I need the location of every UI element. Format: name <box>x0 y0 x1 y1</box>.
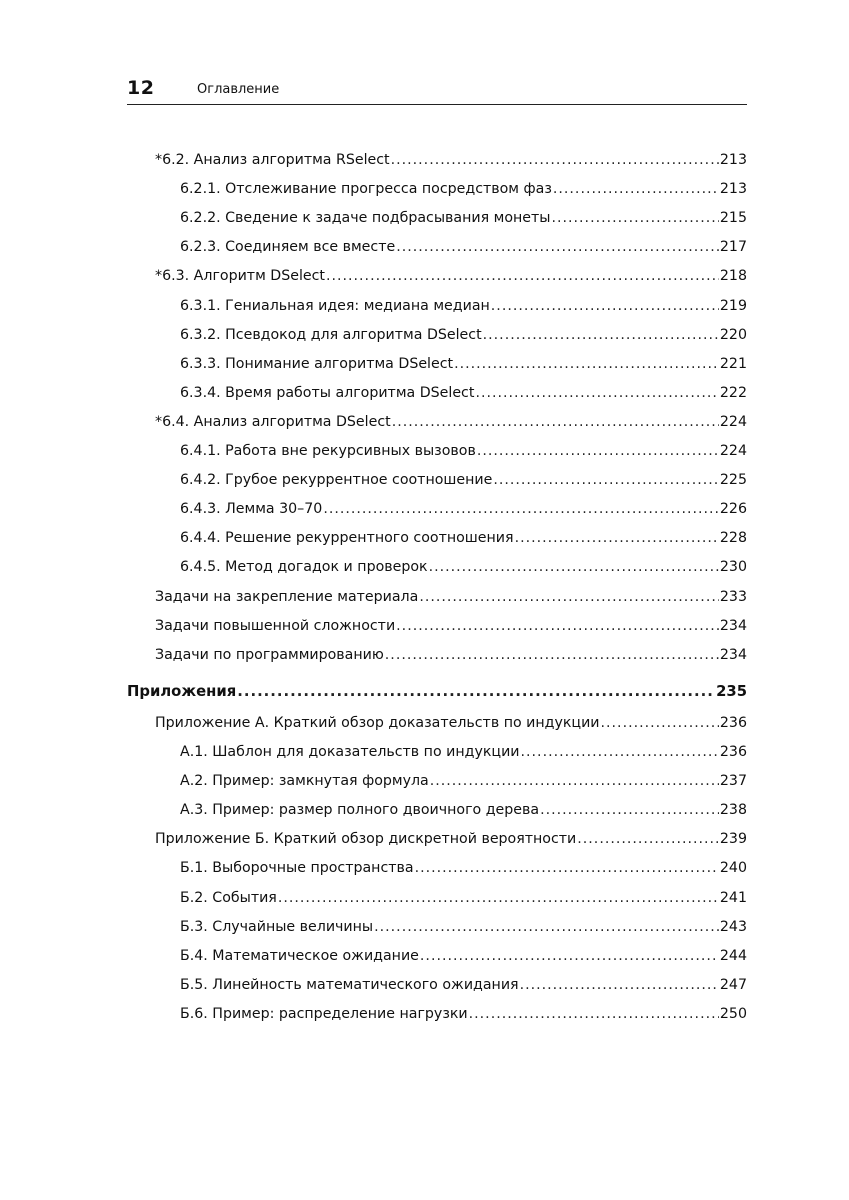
toc-entry-page: 247 <box>719 977 747 993</box>
toc-entry <box>180 1003 747 1025</box>
toc-entry-page: 217 <box>719 239 747 255</box>
toc-entry <box>180 469 747 491</box>
dot-leader <box>483 324 719 346</box>
toc-entry <box>180 324 747 346</box>
toc-entry <box>155 149 747 171</box>
toc-entry <box>155 615 747 637</box>
dot-leader <box>491 295 719 317</box>
toc-entry-title: 6.3.4. Время работы алгоритма DSelect <box>180 385 475 401</box>
toc-entry-page: 235 <box>716 683 747 700</box>
toc-entry <box>180 799 747 821</box>
toc-entry <box>180 207 747 229</box>
toc-entry <box>155 586 747 608</box>
toc-entry-page: 244 <box>719 948 747 964</box>
toc-entry-title: *6.3. Алгоритм DSelect <box>155 268 325 284</box>
dot-leader <box>415 857 719 879</box>
toc-entry-page: 240 <box>719 860 747 876</box>
dot-leader <box>553 178 719 200</box>
dot-leader <box>391 149 719 171</box>
dot-leader <box>278 887 719 909</box>
dot-leader <box>326 265 719 287</box>
toc-entry <box>180 178 747 200</box>
toc-entry <box>180 556 747 578</box>
running-header <box>127 76 747 105</box>
toc-entry-page: 238 <box>719 802 747 818</box>
toc-entry <box>155 644 747 666</box>
toc-entry-page: 220 <box>719 327 747 343</box>
toc-entry-page: 222 <box>719 385 747 401</box>
dot-leader <box>515 527 719 549</box>
toc-entry <box>180 527 747 549</box>
toc-entry-title: 6.3.2. Псевдокод для алгоритма DSelect <box>180 327 482 343</box>
toc-entry-page: 226 <box>719 501 747 517</box>
toc-entry-page: 241 <box>719 890 747 906</box>
toc-entry-page: 218 <box>719 268 747 284</box>
dot-leader <box>419 586 719 608</box>
toc-entry-page: 236 <box>719 744 747 760</box>
toc-entry-title: А.1. Шаблон для доказательств по индукции <box>180 744 520 760</box>
toc-entry-title: 6.4.2. Грубое рекуррентное соотношение <box>180 472 493 488</box>
toc-entry <box>180 974 747 996</box>
toc-entry-title: *6.4. Анализ алгоритма DSelect <box>155 414 391 430</box>
toc-entry-page: 230 <box>719 559 747 575</box>
header-title: Оглавление <box>197 82 280 97</box>
toc-entry-page: 215 <box>719 210 747 226</box>
toc-entry-title: А.2. Пример: замкнутая формула <box>180 773 429 789</box>
page-number: 12 <box>127 77 155 99</box>
toc-entry-title: Приложения <box>127 683 237 700</box>
toc-entry <box>180 295 747 317</box>
dot-leader <box>396 615 719 637</box>
toc-entry-title: Приложение Б. Краткий обзор дискретной вероятности <box>155 831 577 847</box>
toc-entry-title: Б.4. Математическое ожидание <box>180 948 419 964</box>
toc-part-heading <box>127 681 747 703</box>
dot-leader <box>469 1003 719 1025</box>
toc-entry-page: 250 <box>719 1006 747 1022</box>
toc-entry-page: 224 <box>719 414 747 430</box>
toc-entry <box>155 712 747 734</box>
toc-entry-title: 6.4.3. Лемма 30–70 <box>180 501 323 517</box>
toc-entry <box>155 411 747 433</box>
dot-leader <box>429 556 719 578</box>
toc-entry-page: 224 <box>719 443 747 459</box>
toc-entry <box>180 440 747 462</box>
toc-entry-page: 236 <box>719 715 747 731</box>
dot-leader <box>475 382 718 404</box>
toc-entry-title: 6.4.4. Решение рекуррентного соотношения <box>180 530 514 546</box>
toc-entry <box>180 382 747 404</box>
toc-entry-title: Задачи на закрепление материала <box>155 589 419 605</box>
dot-leader <box>601 712 719 734</box>
toc-entry <box>180 916 747 938</box>
toc-entry-title: 6.3.1. Гениальная идея: медиана медиан <box>180 298 490 314</box>
toc-entry-page: 228 <box>719 530 747 546</box>
toc-entry-title: А.3. Пример: размер полного двоичного дерева <box>180 802 540 818</box>
toc-entry <box>155 265 747 287</box>
dot-leader <box>493 469 719 491</box>
toc-entry-page: 213 <box>719 181 747 197</box>
dot-leader <box>540 799 719 821</box>
toc-entry <box>180 236 747 258</box>
toc-entry-title: 6.2.1. Отслеживание прогресса посредством фаз <box>180 181 552 197</box>
toc-entry-title: 6.4.5. Метод догадок и проверок <box>180 559 428 575</box>
toc-entry-title: Б.2. События <box>180 890 277 906</box>
dot-leader <box>392 411 719 433</box>
toc-entry-page: 243 <box>719 919 747 935</box>
toc-entry <box>180 857 747 879</box>
toc-entry-title: *6.2. Анализ алгоритма RSelect <box>155 152 390 168</box>
dot-leader <box>420 945 719 967</box>
toc-entry-title: Б.6. Пример: распределение нагрузки <box>180 1006 468 1022</box>
toc-entry-page: 237 <box>719 773 747 789</box>
toc-entry-title: Задачи по программированию <box>155 647 384 663</box>
toc-entry <box>180 945 747 967</box>
toc-entry-title: Б.3. Случайные величины <box>180 919 374 935</box>
dot-leader <box>396 236 719 258</box>
toc-entry-page: 239 <box>719 831 747 847</box>
toc-entry-page: 213 <box>719 152 747 168</box>
toc-entry-title: Б.5. Линейность математического ожидания <box>180 977 519 993</box>
dot-leader <box>237 681 715 703</box>
toc-entry <box>180 741 747 763</box>
toc-entry <box>155 828 747 850</box>
toc-entry <box>180 498 747 520</box>
toc-entry-title: Б.1. Выборочные пространства <box>180 860 414 876</box>
dot-leader <box>521 741 719 763</box>
dot-leader <box>552 207 719 229</box>
toc-entry-page: 219 <box>719 298 747 314</box>
toc-entry-title: 6.3.3. Понимание алгоритма DSelect <box>180 356 454 372</box>
dot-leader <box>374 916 719 938</box>
dot-leader <box>323 498 719 520</box>
toc-entry <box>180 353 747 375</box>
toc-entry-title: 6.4.1. Работа вне рекурсивных вызовов <box>180 443 476 459</box>
toc-entry <box>180 770 747 792</box>
toc-entry-title: Приложение А. Краткий обзор доказательств по индукции <box>155 715 600 731</box>
dot-leader <box>454 353 719 375</box>
toc-entry-page: 221 <box>719 356 747 372</box>
toc-entry <box>180 887 747 909</box>
dot-leader <box>385 644 719 666</box>
dot-leader <box>477 440 719 462</box>
toc-entry-page: 234 <box>719 618 747 634</box>
toc-entry-title: Задачи повышенной сложности <box>155 618 396 634</box>
dot-leader <box>577 828 719 850</box>
toc-entry-page: 234 <box>719 647 747 663</box>
dot-leader <box>520 974 719 996</box>
toc-entry-title: 6.2.2. Сведение к задаче подбрасывания монеты <box>180 210 551 226</box>
toc-entry-page: 225 <box>719 472 747 488</box>
toc-entry-page: 233 <box>719 589 747 605</box>
dot-leader <box>430 770 719 792</box>
toc-entry-title: 6.2.3. Соединяем все вместе <box>180 239 396 255</box>
